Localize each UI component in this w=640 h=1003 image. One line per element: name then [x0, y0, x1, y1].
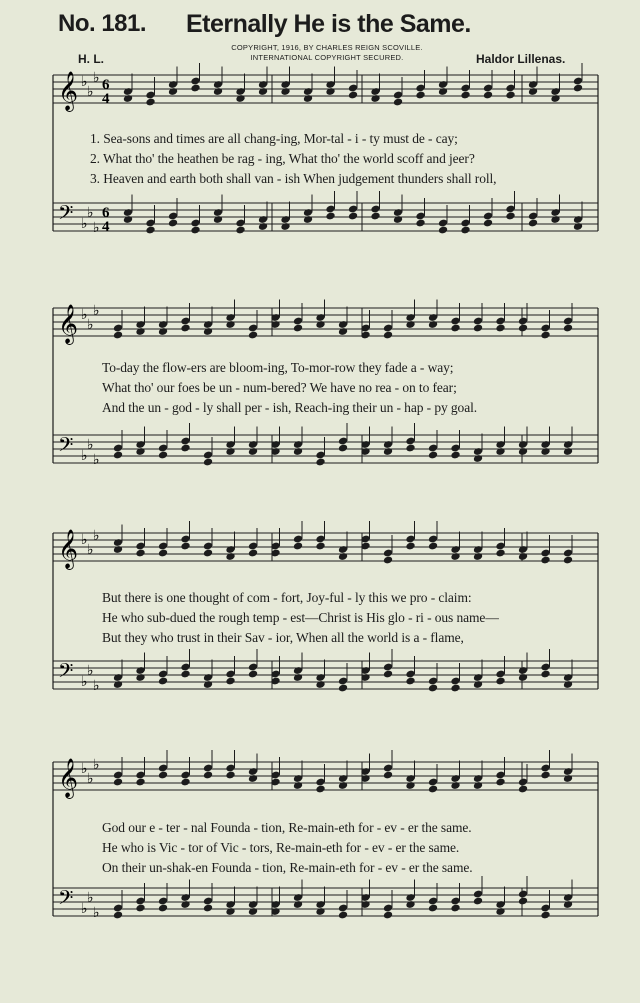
- note-head: [495, 907, 505, 916]
- lyric-line: 1. Sea-sons and times are all chang-ing, Mor-tal - i - ty must de - cay;: [90, 131, 458, 146]
- lyric-line: 2. What tho' the heathen be rag - ing, What tho' the world scoff and jeer?: [90, 151, 475, 166]
- note-head: [293, 781, 303, 790]
- note-head: [248, 907, 258, 916]
- bass-clef-icon: 𝄢: [58, 201, 74, 229]
- copyright-line-2: INTERNATIONAL COPYRIGHT SECURED.: [250, 53, 404, 62]
- flat-sign-icon: ♭: [87, 771, 94, 787]
- flat-sign-icon: ♭: [93, 303, 100, 319]
- time-signature-bottom: 4: [102, 91, 110, 107]
- note-head: [473, 897, 483, 906]
- flat-sign-icon: ♭: [87, 84, 94, 100]
- flat-sign-icon: ♭: [93, 905, 100, 921]
- note-head: [405, 781, 415, 790]
- lyric-line: God our e - ter - nal Founda - tion, Re-main-eth for - ev - er the same.: [102, 820, 472, 835]
- note-head: [450, 781, 460, 790]
- hymn-title: Eternally He is the Same.: [186, 10, 471, 38]
- flat-sign-icon: ♭: [87, 663, 94, 679]
- lyric-line: He who is Vic - tor of Vic - tors, Re-main-eth for - ev - er the same.: [102, 840, 460, 855]
- lyric-line: 3. Heaven and earth both shall van - ish When judgement thunders shall roll,: [90, 171, 497, 186]
- copyright-line-1: COPYRIGHT, 1916, BY CHARLES REIGN SCOVILLE.: [231, 43, 423, 52]
- flat-sign-icon: ♭: [93, 452, 100, 468]
- note-head: [405, 900, 415, 909]
- bass-clef-icon: 𝄢: [58, 433, 74, 461]
- note-head: [540, 911, 550, 920]
- lyric-line: To-day the flow-ers are bloom-ing, To-mor-row they fade a - way;: [102, 360, 454, 375]
- flat-sign-icon: ♭: [87, 542, 94, 558]
- note-head: [113, 911, 123, 920]
- note-head: [180, 900, 190, 909]
- flat-sign-icon: ♭: [87, 205, 94, 221]
- note-head: [383, 911, 393, 920]
- note-head: [158, 771, 168, 780]
- treble-clef-icon: 𝄞: [58, 529, 79, 569]
- flat-sign-icon: ♭: [87, 317, 94, 333]
- note-head: [428, 904, 438, 913]
- hymn-number: No. 181.: [58, 10, 147, 37]
- note-head: [293, 900, 303, 909]
- note-head: [203, 771, 213, 780]
- treble-clef-icon: 𝄞: [58, 758, 79, 798]
- note-head: [563, 774, 573, 783]
- note-head: [315, 785, 325, 794]
- flat-sign-icon: ♭: [81, 307, 88, 323]
- flat-sign-icon: ♭: [81, 761, 88, 777]
- note-head: [248, 774, 258, 783]
- lyricist-initials: H. L.: [78, 52, 104, 66]
- flat-sign-icon: ♭: [81, 532, 88, 548]
- note-head: [113, 778, 123, 787]
- flat-sign-icon: ♭: [93, 220, 100, 236]
- note-head: [203, 904, 213, 913]
- lyric-line: He who sub-dued the rough temp - est—Christ is His glo - ri - ous name—: [102, 610, 499, 625]
- note-head: [338, 911, 348, 920]
- flat-sign-icon: ♭: [81, 74, 88, 90]
- bass-clef-icon: 𝄢: [58, 659, 74, 687]
- note-head: [338, 781, 348, 790]
- flat-sign-icon: ♭: [81, 216, 88, 232]
- flat-sign-icon: ♭: [93, 70, 100, 86]
- note-head: [135, 778, 145, 787]
- note-head: [383, 771, 393, 780]
- note-head: [315, 907, 325, 916]
- flat-sign-icon: ♭: [87, 890, 94, 906]
- flat-sign-icon: ♭: [87, 437, 94, 453]
- note-head: [563, 900, 573, 909]
- note-head: [450, 904, 460, 913]
- note-head: [180, 778, 190, 787]
- time-signature-top: 6: [102, 77, 110, 93]
- lyric-line: But there is one thought of com - fort, Joy-ful - ly this we pro - claim:: [102, 590, 472, 605]
- flat-sign-icon: ♭: [93, 678, 100, 694]
- time-signature-top: 6: [102, 205, 110, 221]
- flat-sign-icon: ♭: [81, 674, 88, 690]
- treble-clef-icon: 𝄞: [58, 304, 79, 344]
- composer-name: Haldor Lillenas.: [476, 52, 566, 66]
- treble-clef-icon: 𝄞: [58, 71, 79, 111]
- bass-clef-icon: 𝄢: [58, 886, 74, 914]
- note-head: [225, 771, 235, 780]
- flat-sign-icon: ♭: [81, 901, 88, 917]
- note-head: [135, 904, 145, 913]
- flat-sign-icon: ♭: [93, 528, 100, 544]
- time-signature-bottom: 4: [102, 219, 110, 235]
- note-head: [518, 785, 528, 794]
- note-head: [495, 778, 505, 787]
- flat-sign-icon: ♭: [81, 448, 88, 464]
- note-head: [225, 907, 235, 916]
- note-head: [428, 785, 438, 794]
- note-head: [158, 904, 168, 913]
- note-head: [473, 781, 483, 790]
- flat-sign-icon: ♭: [93, 757, 100, 773]
- lyric-line: What tho' our foes be un - num-bered? We have no rea - on to fear;: [102, 380, 457, 395]
- lyric-line: And the un - god - ly shall per - ish, Reach-ing their un - hap - py goal.: [102, 400, 478, 415]
- lyric-line: But they who trust in their Sav - ior, When all the world is a - flame,: [102, 630, 464, 645]
- note-head: [540, 771, 550, 780]
- note-head: [518, 897, 528, 906]
- lyric-line: On their un-shak-en Founda - tion, Re-main-eth for - ev - er the same.: [102, 860, 473, 875]
